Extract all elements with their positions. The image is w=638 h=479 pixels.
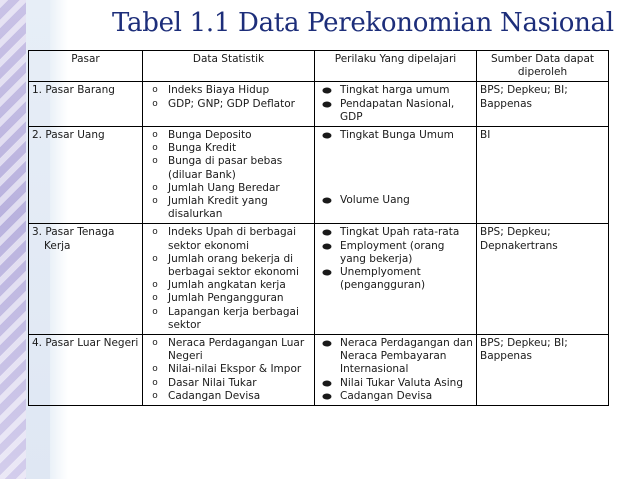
behavior-item: ⬬ Pendapatan Nasional, GDP xyxy=(318,98,473,124)
source-cell: BI xyxy=(477,127,609,224)
stat-item: o Cadangan Devisa xyxy=(146,390,311,403)
header-source: Sumber Data dapat diperoleh xyxy=(477,51,609,82)
circle-bullet-icon: o xyxy=(152,143,158,154)
bullet-icon: ⬬ xyxy=(322,129,332,143)
market-cell xyxy=(29,224,143,335)
circle-bullet-icon: o xyxy=(152,377,158,388)
circle-bullet-icon: o xyxy=(152,85,158,96)
stat-item: o Jumlah Uang Beredar xyxy=(146,182,311,195)
stats-cell xyxy=(143,127,315,224)
circle-bullet-icon: o xyxy=(152,130,158,141)
table-header-row xyxy=(29,51,609,82)
behavior-item: ⬬ Volume Uang xyxy=(318,194,473,207)
bullet-icon: ⬬ xyxy=(322,194,332,208)
circle-bullet-icon: o xyxy=(152,253,158,264)
stats-cell xyxy=(143,82,315,127)
circle-bullet-icon: o xyxy=(152,306,158,317)
behavior-cell xyxy=(315,127,477,224)
stat-item: o Jumlah Pengangguran xyxy=(146,292,311,305)
header-behavior: Perilaku Yang dipelajari xyxy=(315,51,477,82)
market-label: 2. Pasar Uang xyxy=(32,129,105,142)
market-label: 4. Pasar Luar Negeri xyxy=(32,337,139,350)
stat-item: o Bunga Deposito xyxy=(146,129,311,142)
bullet-icon: ⬬ xyxy=(322,337,332,351)
table-row xyxy=(29,335,609,406)
stat-item: o Indeks Upah di berbagai sektor ekonomi xyxy=(146,226,311,252)
stat-item: o Jumlah angkatan kerja xyxy=(146,279,311,292)
market-label: 3. Pasar Tenaga Kerja xyxy=(32,226,115,252)
source-cell: BPS; Depkeu; BI; Bappenas xyxy=(477,82,609,127)
stat-item: o Neraca Perdagangan Luar Negeri xyxy=(146,337,311,363)
market-label: 1. Pasar Barang xyxy=(32,84,115,97)
bullet-icon: ⬬ xyxy=(322,239,332,253)
source-cell: BPS; Depkeu; BI; Bappenas xyxy=(477,335,609,406)
stat-item: o Bunga di pasar bebas (diluar Bank) xyxy=(146,155,311,181)
behavior-item: ⬬ Tingkat Upah rata-rata xyxy=(318,226,473,239)
behavior-cell xyxy=(315,335,477,406)
stat-item: o Dasar Nilai Tukar xyxy=(146,377,311,390)
circle-bullet-icon: o xyxy=(152,196,158,207)
stat-item: o Bunga Kredit xyxy=(146,142,311,155)
behavior-cell xyxy=(315,224,477,335)
behavior-item: ⬬ Nilai Tukar Valuta Asing xyxy=(318,377,473,390)
stat-item: o Lapangan kerja berbagai sektor xyxy=(146,306,311,332)
bullet-icon: ⬬ xyxy=(322,84,332,98)
behavior-item: ⬬ Cadangan Devisa xyxy=(318,390,473,403)
circle-bullet-icon: o xyxy=(152,293,158,304)
behavior-item: ⬬ Neraca Perdagangan dan Neraca Pembayaran Internasional xyxy=(318,337,473,377)
behavior-item: ⬬ Tingkat Bunga Umum xyxy=(318,129,473,142)
decorative-stripe xyxy=(0,0,26,479)
slide-title: Tabel 1.1 Data Perekonomian Nasional xyxy=(112,8,614,38)
circle-bullet-icon: o xyxy=(152,280,158,291)
behavior-item: ⬬ Tingkat harga umum xyxy=(318,84,473,97)
stat-item: o Jumlah orang bekerja di berbagai sektor ekonomi xyxy=(146,253,311,279)
stat-item: o Indeks Biaya Hidup xyxy=(146,84,311,97)
behavior-item: ⬬ Employment (orang yang bekerja) xyxy=(318,240,473,266)
header-market: Pasar xyxy=(29,51,143,82)
market-cell xyxy=(29,82,143,127)
circle-bullet-icon: o xyxy=(152,227,158,238)
circle-bullet-icon: o xyxy=(152,364,158,375)
stats-cell xyxy=(143,224,315,335)
bullet-icon: ⬬ xyxy=(322,389,332,403)
table-row xyxy=(29,127,609,224)
circle-bullet-icon: o xyxy=(152,156,158,167)
bullet-icon: ⬬ xyxy=(322,376,332,390)
bullet-icon: ⬬ xyxy=(322,226,332,240)
bullet-icon: ⬬ xyxy=(322,97,332,111)
market-cell xyxy=(29,127,143,224)
circle-bullet-icon: o xyxy=(152,338,158,349)
circle-bullet-icon: o xyxy=(152,98,158,109)
behavior-item: ⬬ Unemplyoment (pengangguran) xyxy=(318,266,473,292)
behavior-cell xyxy=(315,82,477,127)
circle-bullet-icon: o xyxy=(152,390,158,401)
table-row xyxy=(29,224,609,335)
bullet-icon: ⬬ xyxy=(322,266,332,280)
spacer xyxy=(318,142,473,194)
economy-data-table xyxy=(28,50,609,406)
header-statistics: Data Statistik xyxy=(143,51,315,82)
stat-item: o GDP; GNP; GDP Deflator xyxy=(146,98,311,111)
stats-cell xyxy=(143,335,315,406)
market-cell xyxy=(29,335,143,406)
circle-bullet-icon: o xyxy=(152,182,158,193)
table-row xyxy=(29,82,609,127)
stat-item: o Nilai-nilai Ekspor & Impor xyxy=(146,363,311,376)
stat-item: o Jumlah Kredit yang disalurkan xyxy=(146,195,311,221)
source-cell: BPS; Depkeu; Depnakertrans xyxy=(477,224,609,335)
